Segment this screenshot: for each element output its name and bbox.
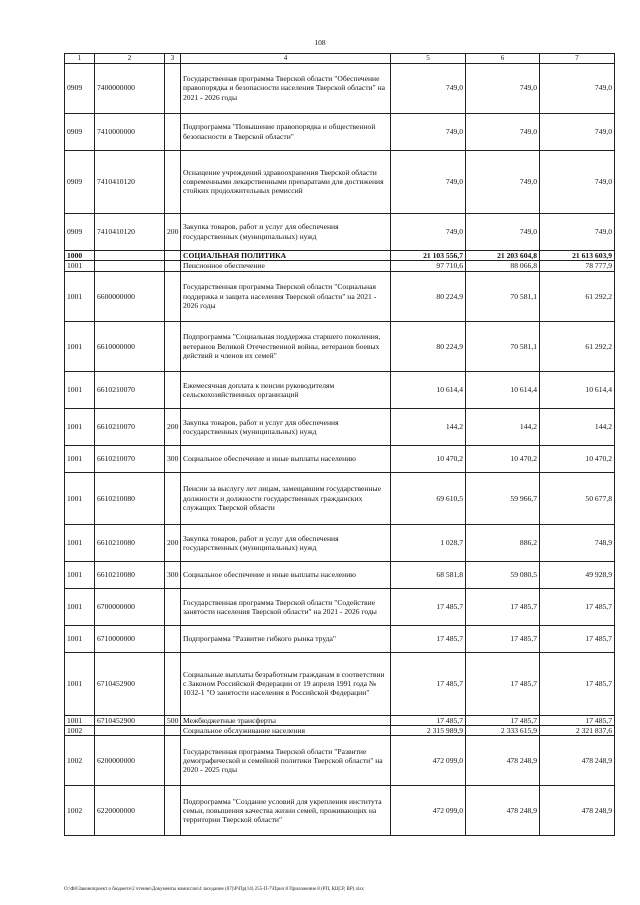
table-cell-v5: 749,0 — [391, 150, 466, 213]
table-cell-c4: Подпрограмма "Развитие гибкого рынка труда" — [181, 625, 391, 652]
table-cell-c1: 1001 — [65, 625, 95, 652]
table-cell-c1: 1002 — [65, 736, 95, 786]
table-cell-c1: 1001 — [65, 472, 95, 524]
table-cell-c1: 0909 — [65, 113, 95, 150]
table-cell-v7: 21 613 603,9 — [540, 250, 615, 260]
table-cell-c4: Закупка товаров, работ и услуг для обеспечения государственных (муниципальных) нужд — [181, 213, 391, 250]
table-cell-v5: 69 610,5 — [391, 472, 466, 524]
table-cell-c3: 200 — [165, 408, 181, 445]
table-cell-c1: 1002 — [65, 726, 95, 736]
table-cell-c2: 6610000000 — [95, 321, 165, 371]
table-cell-v5: 472 099,0 — [391, 786, 466, 836]
table-cell-c1: 1001 — [65, 260, 95, 271]
table-cell-c2: 7410000000 — [95, 113, 165, 150]
table-cell-c2: 7410410120 — [95, 150, 165, 213]
table-cell-v6: 10 470,2 — [466, 445, 540, 472]
table-cell-c4: Подпрограмма "Повышение правопорядка и общественной безопасности в Тверской области" — [181, 113, 391, 150]
table-cell-v5: 749,0 — [391, 113, 466, 150]
table-cell-c2: 6610210080 — [95, 561, 165, 588]
table-cell-v6: 886,2 — [466, 524, 540, 561]
table-cell-c3: 200 — [165, 213, 181, 250]
table-row — [65, 371, 615, 408]
table-cell-c4: Межбюджетные трансферты — [181, 715, 391, 725]
table-cell-c1: 1001 — [65, 715, 95, 725]
table-cell-v6: 17 485,7 — [466, 652, 540, 715]
table-cell-c2 — [95, 260, 165, 271]
table-cell-v7: 749,0 — [540, 150, 615, 213]
table-cell-c2: 6710000000 — [95, 625, 165, 652]
page-number: 108 — [314, 38, 326, 47]
table-row — [65, 588, 615, 625]
table-cell-c2: 6710452900 — [95, 715, 165, 725]
file-path-footer: O:\Ф8\Законопроект о бюджете\2 чтение\Документы комиссии\4 заседание (07)\Р\Пр(14) 255-П-7\Прил 8 Приложение 8 (РП, КЦСР, ВР).xlsx — [64, 887, 364, 892]
table-cell-v6: 749,0 — [466, 213, 540, 250]
table-cell-v5: 17 485,7 — [391, 625, 466, 652]
table-cell-v5: 1 028,7 — [391, 524, 466, 561]
table-cell-c3 — [165, 271, 181, 321]
table-cell-v7: 17 485,7 — [540, 588, 615, 625]
table-cell-c3 — [165, 736, 181, 786]
table-cell-c2: 6200000000 — [95, 736, 165, 786]
table-cell-c1: 1001 — [65, 588, 95, 625]
column-header: 3 — [165, 54, 181, 64]
table-cell-v6: 17 485,7 — [466, 715, 540, 725]
table-cell-c3 — [165, 63, 181, 113]
table-row — [65, 472, 615, 524]
table-cell-v6: 10 614,4 — [466, 371, 540, 408]
table-cell-c4: Социальное обеспечение и иные выплаты населению — [181, 445, 391, 472]
table-cell-v7: 10 614,4 — [540, 371, 615, 408]
table-cell-v7: 478 248,9 — [540, 786, 615, 836]
table-cell-c1: 1001 — [65, 445, 95, 472]
table-cell-c3 — [165, 588, 181, 625]
table-cell-c2: 6610210080 — [95, 524, 165, 561]
table-cell-c4: Ежемесячная доплата к пенсии руководителям сельскохозяйственных организаций — [181, 371, 391, 408]
table-cell-c3: 300 — [165, 561, 181, 588]
table-cell-v5: 749,0 — [391, 63, 466, 113]
table-cell-v5: 80 224,9 — [391, 321, 466, 371]
table-cell-v6: 144,2 — [466, 408, 540, 445]
table-cell-c3: 200 — [165, 524, 181, 561]
table-cell-c4: Государственная программа Тверской области "Обеспечение правопорядка и безопасности населения Тверской области" на 2021 - 2026 годы — [181, 63, 391, 113]
table-row — [65, 715, 615, 725]
table-cell-v6: 70 581,1 — [466, 321, 540, 371]
column-header: 5 — [391, 54, 466, 64]
table-cell-c1: 0909 — [65, 63, 95, 113]
table-cell-c2: 6610210070 — [95, 445, 165, 472]
table-cell-v6: 59 966,7 — [466, 472, 540, 524]
table-cell-v7: 478 248,9 — [540, 736, 615, 786]
table-row — [65, 445, 615, 472]
table-cell-v5: 10 470,2 — [391, 445, 466, 472]
table-cell-c2: 6610210070 — [95, 371, 165, 408]
table-cell-c2: 6220000000 — [95, 786, 165, 836]
table-cell-c1: 1001 — [65, 408, 95, 445]
table-cell-c4: Государственная программа Тверской области "Развитие демографической и семейной политики Тверской области" на 2020 - 2025 годы — [181, 736, 391, 786]
table-cell-v7: 17 485,7 — [540, 652, 615, 715]
table-cell-c3 — [165, 250, 181, 260]
table-row — [65, 736, 615, 786]
table-cell-v7: 748,9 — [540, 524, 615, 561]
table-cell-c1: 1001 — [65, 524, 95, 561]
table-row — [65, 561, 615, 588]
table-cell-c1: 0909 — [65, 213, 95, 250]
table-cell-v7: 749,0 — [540, 63, 615, 113]
table-cell-v6: 749,0 — [466, 150, 540, 213]
table-cell-v5: 749,0 — [391, 213, 466, 250]
table-cell-c4: Государственная программа Тверской области "Социальная поддержка и защита населения Тверской области" на 2021 - 2026 годы — [181, 271, 391, 321]
table-row — [65, 652, 615, 715]
table-cell-c4: Пенсии за выслугу лет лицам, замещавшим государственные должности и должности государственных гражданских служащих Тверской области — [181, 472, 391, 524]
table-cell-v5: 2 315 989,9 — [391, 726, 466, 736]
table-cell-c1: 1001 — [65, 561, 95, 588]
table-cell-v7: 17 485,7 — [540, 715, 615, 725]
table-cell-c3 — [165, 371, 181, 408]
column-header: 4 — [181, 54, 391, 64]
table-cell-c2: 7400000000 — [95, 63, 165, 113]
table-row — [65, 113, 615, 150]
table-row — [65, 250, 615, 260]
table-cell-c2 — [95, 726, 165, 736]
table-row — [65, 408, 615, 445]
table-row — [65, 524, 615, 561]
table-cell-c2: 6610210070 — [95, 408, 165, 445]
table-cell-c2: 6710452900 — [95, 652, 165, 715]
table-cell-v7: 749,0 — [540, 213, 615, 250]
table-cell-c1: 0909 — [65, 150, 95, 213]
table-cell-c2: 7410410120 — [95, 213, 165, 250]
budget-table — [64, 53, 615, 836]
table-cell-v7: 49 928,9 — [540, 561, 615, 588]
table-cell-v5: 17 485,7 — [391, 652, 466, 715]
table-cell-v5: 97 710,6 — [391, 260, 466, 271]
table-cell-c4: Подпрограмма "Создание условий для укрепления института семьи, повышения качества жизни семей, проживающих на территории Тверской области" — [181, 786, 391, 836]
table-cell-c4: Государственная программа Тверской области "Содействие занятости населения Тверской области" на 2021 - 2026 годы — [181, 588, 391, 625]
table-cell-c1: 1001 — [65, 371, 95, 408]
table-cell-c2: 6700000000 — [95, 588, 165, 625]
table-cell-v5: 80 224,9 — [391, 271, 466, 321]
table-cell-c3 — [165, 150, 181, 213]
table-row — [65, 63, 615, 113]
table-cell-c1: 1001 — [65, 652, 95, 715]
table-cell-v6: 21 203 604,8 — [466, 250, 540, 260]
table-cell-c3: 500 — [165, 715, 181, 725]
table-row — [65, 213, 615, 250]
table-cell-v5: 10 614,4 — [391, 371, 466, 408]
table-cell-v5: 17 485,7 — [391, 715, 466, 725]
table-cell-c4: Социальное обеспечение и иные выплаты населению — [181, 561, 391, 588]
table-cell-c4: Социальные выплаты безработным гражданам в соответствии с Законом Российской Федерации от 19 апреля 1991 года № 1032-1 "О занятости населения в Российской Федерации" — [181, 652, 391, 715]
table-cell-c1: 1002 — [65, 786, 95, 836]
table-cell-v6: 17 485,7 — [466, 588, 540, 625]
table-cell-c1: 1000 — [65, 250, 95, 260]
table-row — [65, 786, 615, 836]
table-cell-c1: 1001 — [65, 321, 95, 371]
table-cell-c4: Закупка товаров, работ и услуг для обеспечения государственных (муниципальных) нужд — [181, 524, 391, 561]
table-row — [65, 150, 615, 213]
table-cell-v6: 478 248,9 — [466, 736, 540, 786]
table-cell-v7: 61 292,2 — [540, 321, 615, 371]
table-cell-v6: 478 248,9 — [466, 786, 540, 836]
table-cell-c3 — [165, 321, 181, 371]
table-cell-c4: Оснащение учреждений здравоохранения Тверской области современными лекарственными препаратами для достижения стойких продолжительных ремиссий — [181, 150, 391, 213]
table-cell-c3 — [165, 113, 181, 150]
table-cell-c3 — [165, 726, 181, 736]
table-cell-c3 — [165, 472, 181, 524]
table-cell-c4: Пенсионное обеспечение — [181, 260, 391, 271]
table-cell-v7: 749,0 — [540, 113, 615, 150]
table-cell-v6: 749,0 — [466, 113, 540, 150]
column-header: 1 — [65, 54, 95, 64]
table-row — [65, 271, 615, 321]
table-row — [65, 321, 615, 371]
table-cell-c3 — [165, 625, 181, 652]
table-cell-v7: 10 470,2 — [540, 445, 615, 472]
table-row — [65, 260, 615, 271]
column-header: 2 — [95, 54, 165, 64]
table-cell-v6: 88 066,8 — [466, 260, 540, 271]
table-row — [65, 625, 615, 652]
table-cell-v7: 50 677,8 — [540, 472, 615, 524]
table-row — [65, 726, 615, 736]
table-cell-v7: 2 321 837,6 — [540, 726, 615, 736]
table-cell-v5: 472 099,0 — [391, 736, 466, 786]
table-cell-c4: Закупка товаров, работ и услуг для обеспечения государственных (муниципальных) нужд — [181, 408, 391, 445]
table-cell-v7: 78 777,9 — [540, 260, 615, 271]
table-cell-c3 — [165, 786, 181, 836]
table-cell-c2 — [95, 250, 165, 260]
table-cell-c3 — [165, 260, 181, 271]
table-cell-c4: СОЦИАЛЬНАЯ ПОЛИТИКА — [181, 250, 391, 260]
table-cell-c4: Социальное обслуживание населения — [181, 726, 391, 736]
table-cell-v6: 749,0 — [466, 63, 540, 113]
table-cell-c3 — [165, 652, 181, 715]
table-cell-v7: 144,2 — [540, 408, 615, 445]
table-cell-v5: 21 103 556,7 — [391, 250, 466, 260]
table-cell-v7: 17 485,7 — [540, 625, 615, 652]
table-cell-c1: 1001 — [65, 271, 95, 321]
table-cell-v5: 68 581,8 — [391, 561, 466, 588]
column-header: 6 — [466, 54, 540, 64]
table-cell-c3: 300 — [165, 445, 181, 472]
table-cell-c2: 6600000000 — [95, 271, 165, 321]
table-cell-v6: 70 581,1 — [466, 271, 540, 321]
table-cell-c4: Подпрограмма "Социальная поддержка старшего поколения, ветеранов Великой Отечественной войны, ветеранов боевых действий и членов их семей" — [181, 321, 391, 371]
column-header: 7 — [540, 54, 615, 64]
table-cell-v7: 61 292,2 — [540, 271, 615, 321]
column-header-row — [65, 54, 615, 64]
table-cell-v6: 17 485,7 — [466, 625, 540, 652]
table-cell-c2: 6610210080 — [95, 472, 165, 524]
table-cell-v5: 17 485,7 — [391, 588, 466, 625]
table-cell-v6: 59 080,5 — [466, 561, 540, 588]
table-cell-v5: 144,2 — [391, 408, 466, 445]
table-cell-v6: 2 333 615,9 — [466, 726, 540, 736]
